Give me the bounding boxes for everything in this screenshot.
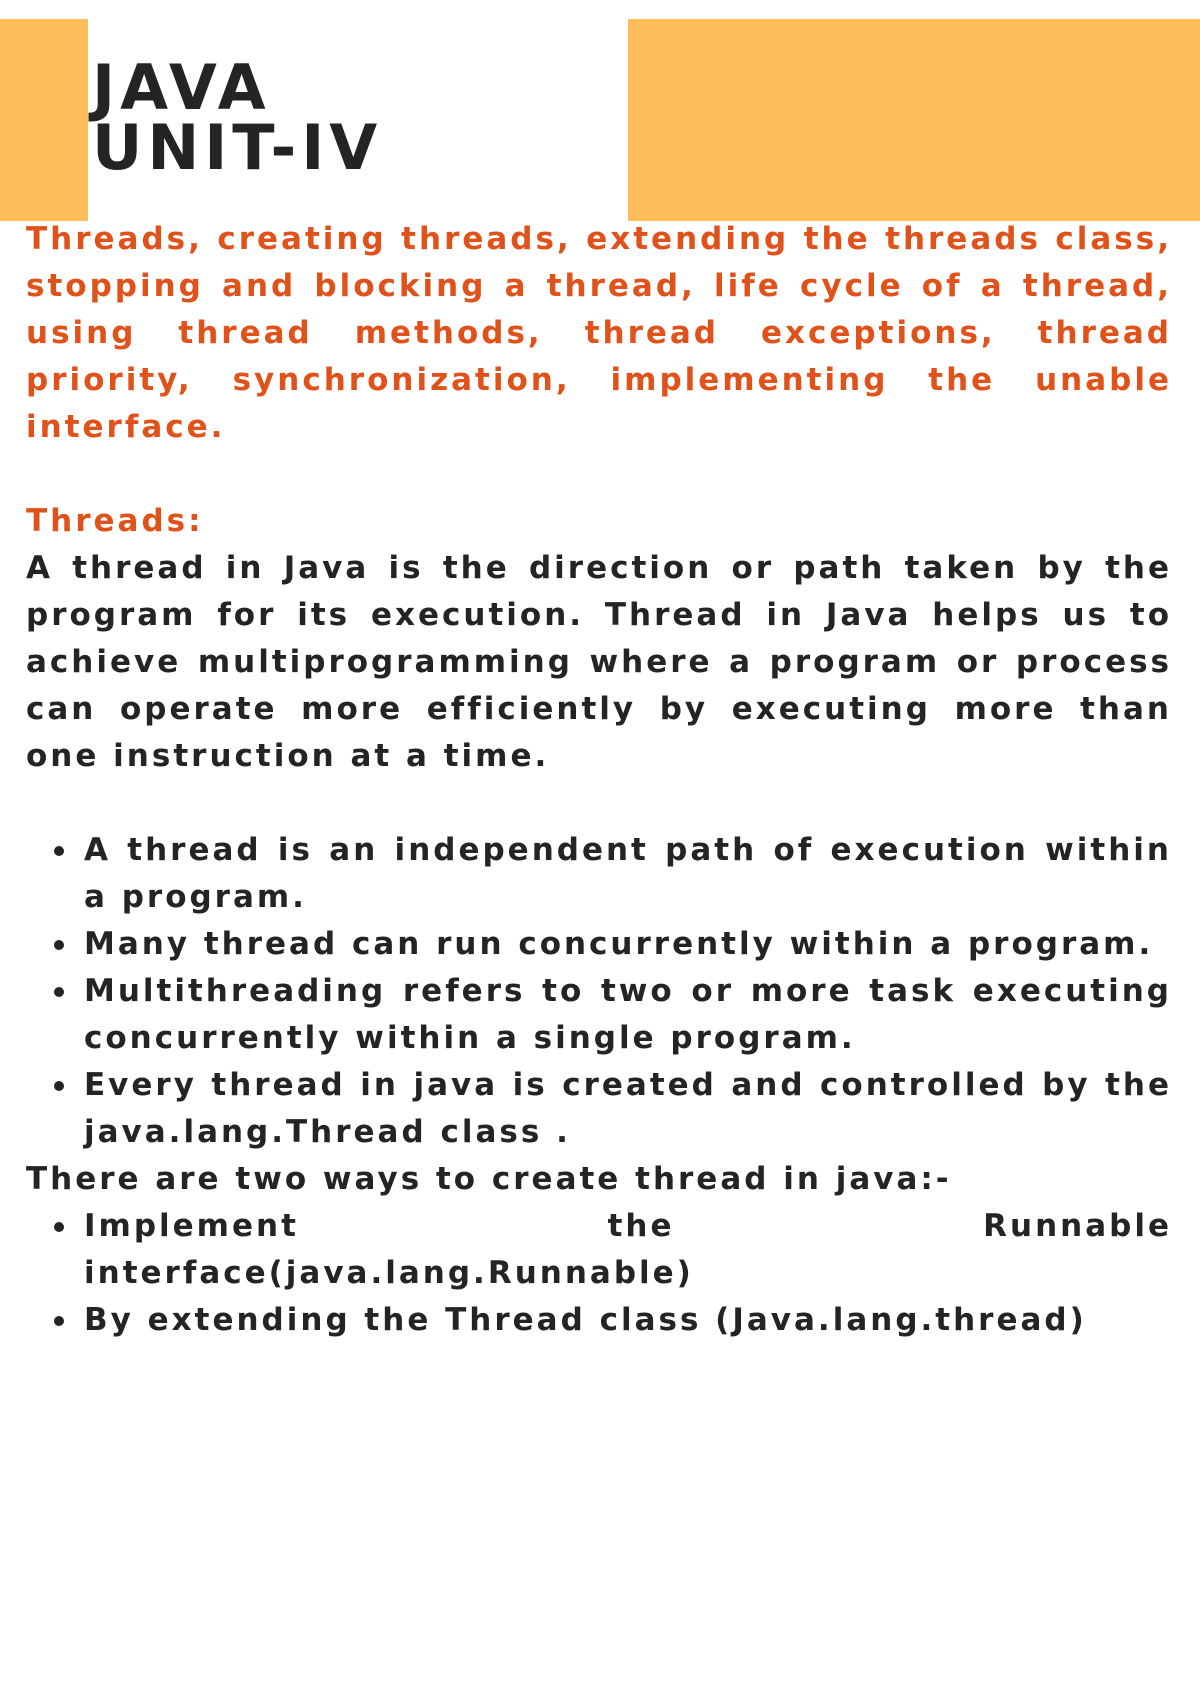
bullet-icon <box>54 987 64 997</box>
list-item-text: Implement the Runnable interface(java.lang.Runnable) <box>84 1208 1172 1291</box>
list-item <box>26 1062 1172 1156</box>
list-item <box>26 968 1172 1062</box>
list-item-text: By extending the Thread class (Java.lang.thread) <box>84 1302 1087 1338</box>
title-line-unit: UNIT-IV <box>92 111 383 184</box>
list-item <box>26 921 1172 968</box>
accent-block-right <box>628 19 1200 221</box>
bullet-icon <box>54 1222 64 1232</box>
creation-intro: There are two ways to create thread in java:- <box>26 1161 952 1197</box>
accent-block-left <box>0 19 88 221</box>
bullet-icon <box>54 1316 64 1326</box>
list-item-text: Every thread in java is created and controlled by the java.lang.Thread class . <box>84 1067 1172 1150</box>
bullet-icon <box>54 1081 64 1091</box>
topics-summary: Threads, creating threads, extending the threads class, stopping and blocking a thread, life cycle of a thread, using thread methods, thread exceptions, thread priority, synchronization, implementing the unable interface. <box>26 221 1172 445</box>
title-line-java: JAVA <box>92 51 271 124</box>
list-item-text: Multithreading refers to two or more task executing concurrently within a single program. <box>84 973 1172 1056</box>
page-title <box>92 51 383 184</box>
list-item <box>26 1297 1172 1344</box>
list-item-text: A thread is an independent path of execution within a program. <box>84 832 1172 915</box>
list-item-text: Many thread can run concurrently within a program. <box>84 926 1154 962</box>
creation-ways-list <box>26 1203 1172 1344</box>
threads-heading: Threads: <box>26 503 204 539</box>
document-body <box>26 216 1172 1344</box>
list-item <box>26 1203 1172 1297</box>
list-item <box>26 827 1172 921</box>
bullet-icon <box>54 846 64 856</box>
thread-facts-list <box>26 827 1172 1156</box>
threads-paragraph: A thread in Java is the direction or path taken by the program for its execution. Thread in Java helps us to achieve multiprogramming where a program or process can operate more efficiently by executing more than one instruction at a time. <box>26 550 1172 774</box>
bullet-icon <box>54 940 64 950</box>
